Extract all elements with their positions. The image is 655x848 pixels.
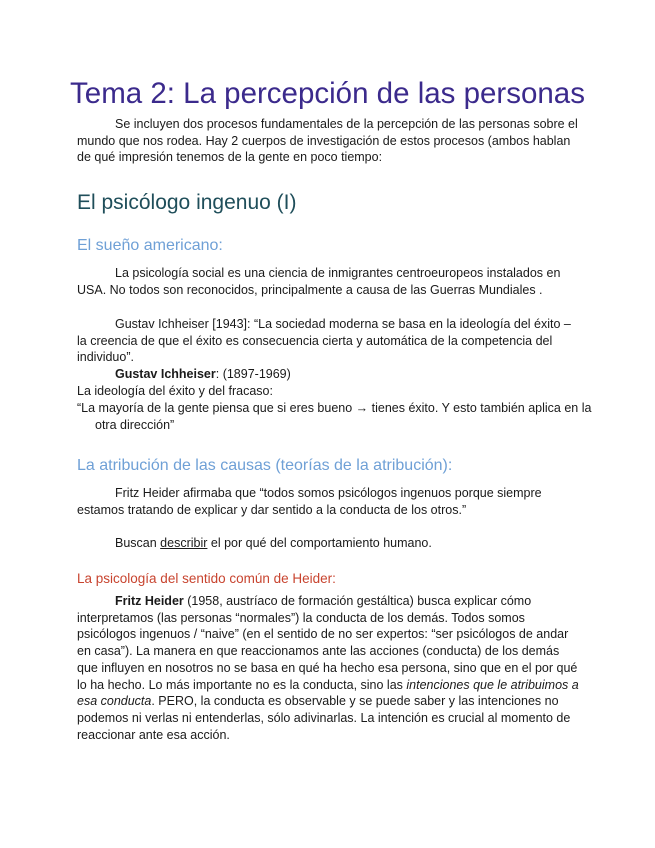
paragraph-ichheiser-quote: Gustav Ichheiser [1943]: “La sociedad moderna se basa en la ideología del éxito – la creencia de que el éxito es consecuencia cierta y automática de la competencia del individuo”. [77,317,571,365]
intro-paragraph: Se incluyen dos procesos fundamentales de la percepción de las personas sobre el mundo que nos rodea. Hay 2 cuerpos de investigación de estos procesos (ambos hablan de qué impresión tenemos de la gente en poco tiempo: [77,117,578,165]
page-title: Tema 2: La percepción de las personas [70,77,585,110]
heider-text-1: (1958, austríaco de formación gestáltica) busca explicar cómo interpretamos (las personas “normales”) la conducta de los demás. Todos somos psicólogos ingenuos / “naive” (en el sentido de no ser expertos: “ser psicólogos de andar en casa”). La manera en que reaccionamos ante las acciones (conducta) de los demás que influyen en nosotros no se basa en qué ha hecho esa persona, sino que en el por qué lo ha hecho. Lo más importante no es la conducta, sino las [77,594,578,692]
paragraph-immigrants: La psicología social es una ciencia de inmigrantes centroeuropeos instalados en USA. No todos son reconocidos, principalmente a causa de las Guerras Mundiales . [77,266,561,297]
describir-pre: Buscan [115,536,161,550]
subheading-atribucion: La atribución de las causas (teorías de la atribución): [77,457,453,474]
heider-text-2: . PERO, la conducta es observable y se puede saber y las intenciones no podemos ni verlas ni entenderlas, sólo adivinarlas. La intención es crucial al momento de reaccionar ante esa acción. [77,694,571,742]
bio-name: Gustav Ichheiser [115,367,216,381]
ichheiser-bio [77,366,582,383]
subheading-sentido-comun: La psicología del sentido común de Heider: [77,571,336,586]
heider-italic: intenciones que le atribuimos a esa conducta [77,677,579,709]
ideology-line: La ideología del éxito y del fracaso: [77,384,273,398]
ideology-quote: “La mayoría de la gente piensa que si eres bueno → tienes éxito. Y esto también aplica en la otra dirección” [77,401,592,432]
describir-underlined: describir [160,536,208,550]
section-heading: El psicólogo ingenuo (I) [77,191,297,214]
paragraph-heider-quote: Fritz Heider afirmaba que “todos somos psicólogos ingenuos porque siempre estamos tratando de explicar y dar sentido a la conducta de los otros.” [77,486,542,517]
heider-name: Fritz Heider [115,594,184,608]
subheading-sueno-americano: El sueño americano: [77,237,223,254]
describir-post: el por qué del comportamiento humano. [207,536,432,550]
paragraph-describir [77,535,582,552]
bio-dates: : (1897-1969) [215,367,291,381]
paragraph-heider-theory [77,593,582,743]
